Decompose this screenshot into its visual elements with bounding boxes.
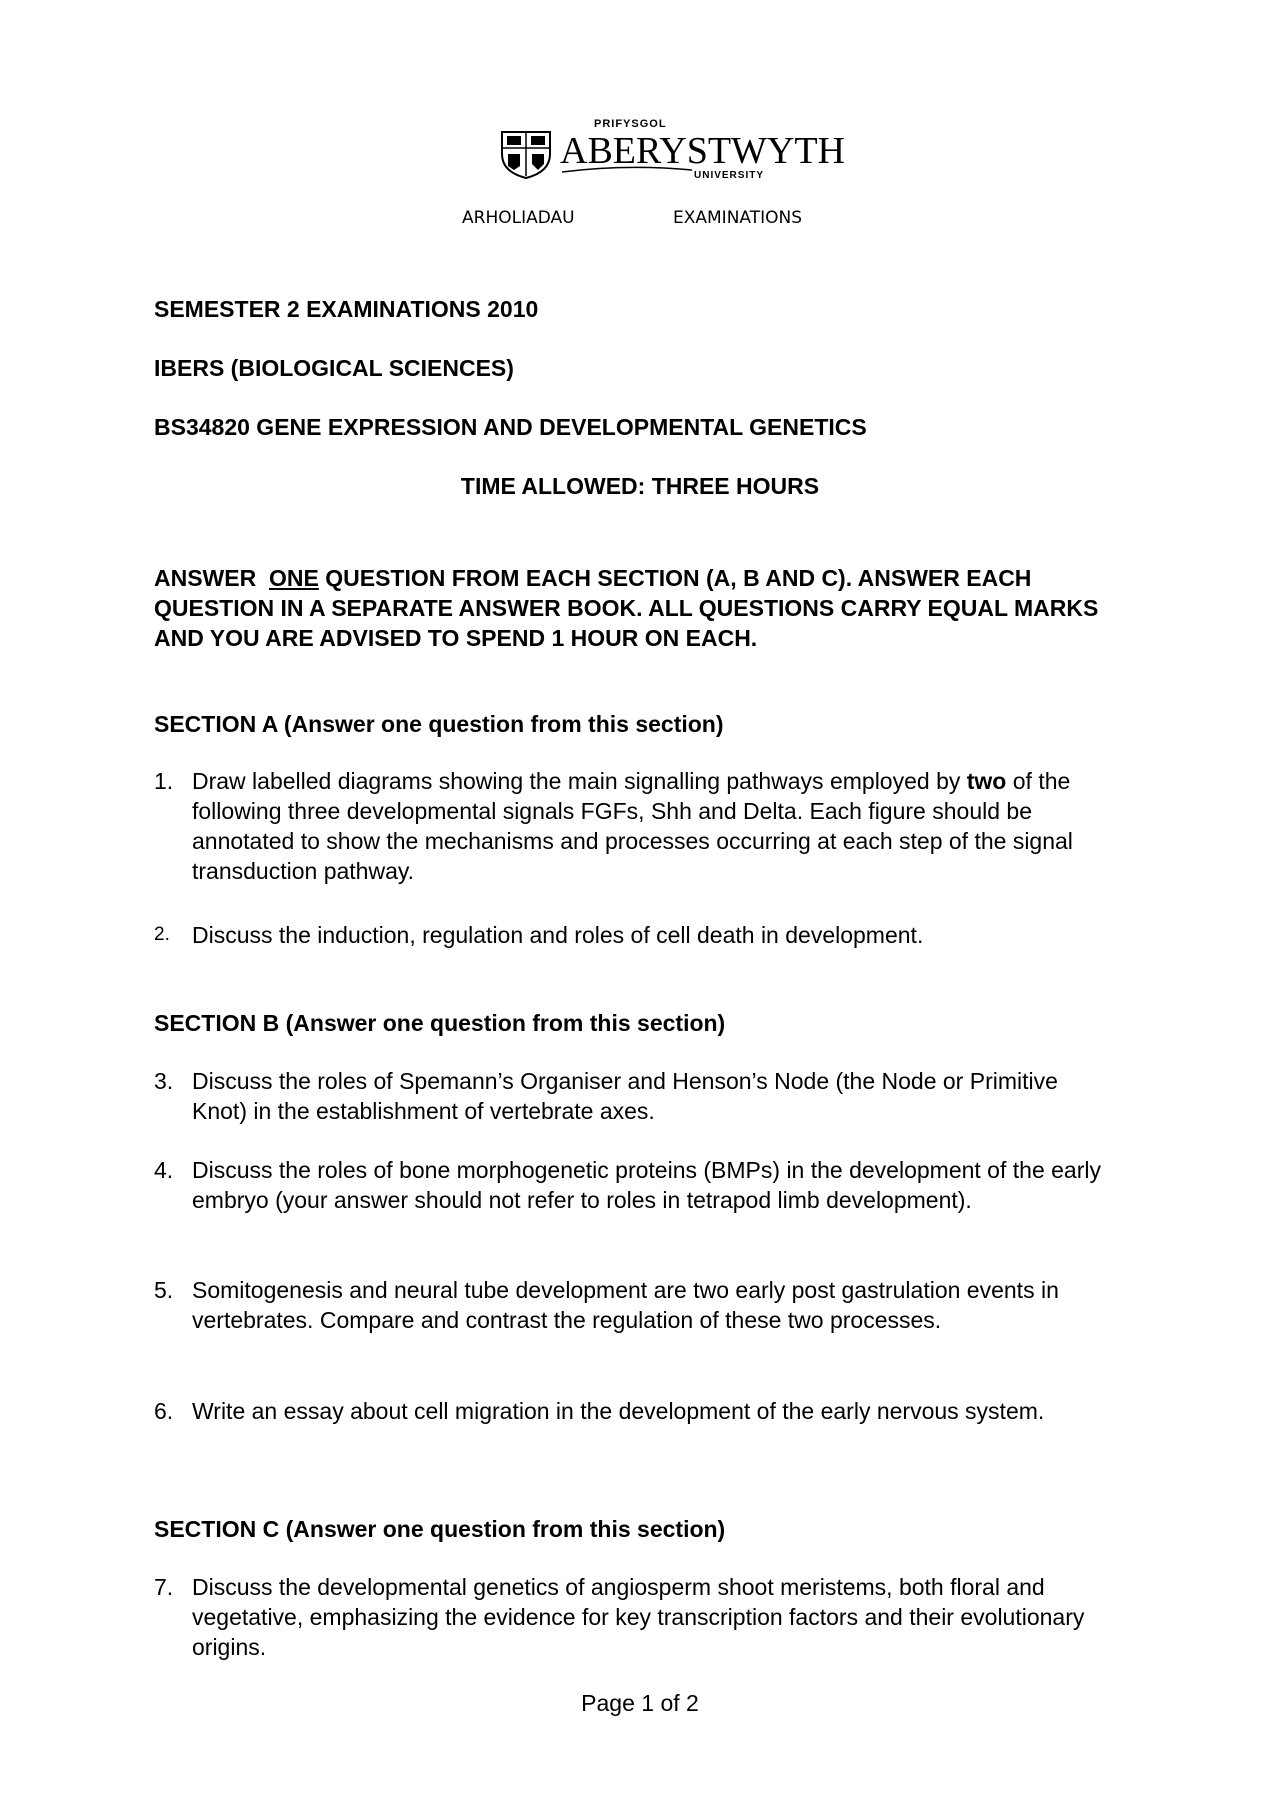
question-text: Discuss the roles of Spemann’s Organiser and Henson’s Node (the Node or Primitive Knot) in the establishment of vertebrate axes. [192, 1068, 1058, 1124]
instructions-underlined: ONE [269, 565, 319, 591]
logo-name: ABERYSTWYTH [560, 130, 845, 172]
crest-icon [498, 128, 554, 180]
section-b-title: SECTION B (Answer one question from this section) [154, 1010, 726, 1036]
question-5 [154, 1275, 1114, 1335]
page-number: Page 1 of 2 [581, 1690, 699, 1716]
time-allowed: TIME ALLOWED: THREE HOURS [460, 473, 820, 499]
question-3 [154, 1066, 1114, 1126]
question-text-bold: two [966, 768, 1007, 794]
question-1 [154, 766, 1114, 886]
header-welsh: ARHOLIADAU [462, 208, 575, 228]
question-4 [154, 1155, 1114, 1215]
question-number: 6. [154, 1398, 174, 1424]
question-number: 1. [154, 768, 174, 794]
question-text: Discuss the developmental genetics of angiosperm shoot meristems, both floral and vegetative, emphasizing the evidence for key transcription factors and their evolutionary origins. [192, 1574, 1085, 1660]
question-text [192, 766, 1112, 886]
question-number: 7. [154, 1574, 174, 1600]
question-text: Discuss the roles of bone morphogenetic proteins (BMPs) in the development of the early embryo (your answer should not refer to roles in tetrapod limb development). [192, 1157, 1101, 1213]
question-number: 5. [154, 1277, 174, 1303]
question-7 [154, 1572, 1114, 1662]
section-c-title: SECTION C (Answer one question from this section) [154, 1516, 726, 1542]
question-number: 3. [154, 1068, 174, 1094]
question-text: Write an essay about cell migration in the development of the early nervous system. [192, 1398, 1045, 1424]
question-2 [154, 920, 1114, 950]
instructions-part2: QUESTION FROM EACH SECTION (A, B AND C). ANSWER EACH QUESTION IN A SEPARATE ANSWER BOOK. ALL QUESTIONS CARRY EQUAL MARKS AND YOU ARE ADVISED TO SPEND 1 HOUR ON EACH. [154, 565, 1099, 651]
department-title: IBERS (BIOLOGICAL SCIENCES) [154, 355, 514, 381]
logo-prifysgol: PRIFYSGOL [594, 118, 667, 130]
question-text: Discuss the induction, regulation and roles of cell death in development. [192, 922, 924, 948]
header-english: EXAMINATIONS [673, 208, 803, 228]
question-text-part: Draw labelled diagrams showing the main signalling pathways employed by [192, 768, 967, 794]
instructions [154, 563, 1114, 653]
section-a-title: SECTION A (Answer one question from this section) [154, 711, 724, 737]
module-title: BS34820 GENE EXPRESSION AND DEVELOPMENTAL GENETICS [154, 414, 867, 440]
question-6 [154, 1396, 1114, 1426]
swoosh-icon [562, 166, 692, 174]
instructions-part1: ANSWER [154, 565, 269, 591]
university-logo [498, 118, 845, 188]
semester-title: SEMESTER 2 EXAMINATIONS 2010 [154, 296, 539, 322]
question-number: 4. [154, 1157, 174, 1183]
question-number: 2. [154, 924, 170, 945]
question-text-part: of the following three developmental signals FGFs, Shh and Delta. Each figure should be annotated to show the mechanisms and processes occurring at each step of the signal transduction pathway. [192, 768, 1073, 884]
logo-university: UNIVERSITY [694, 170, 765, 181]
question-text: Somitogenesis and neural tube development are two early post gastrulation events in vertebrates. Compare and contrast the regulation of these two processes. [192, 1277, 1059, 1333]
